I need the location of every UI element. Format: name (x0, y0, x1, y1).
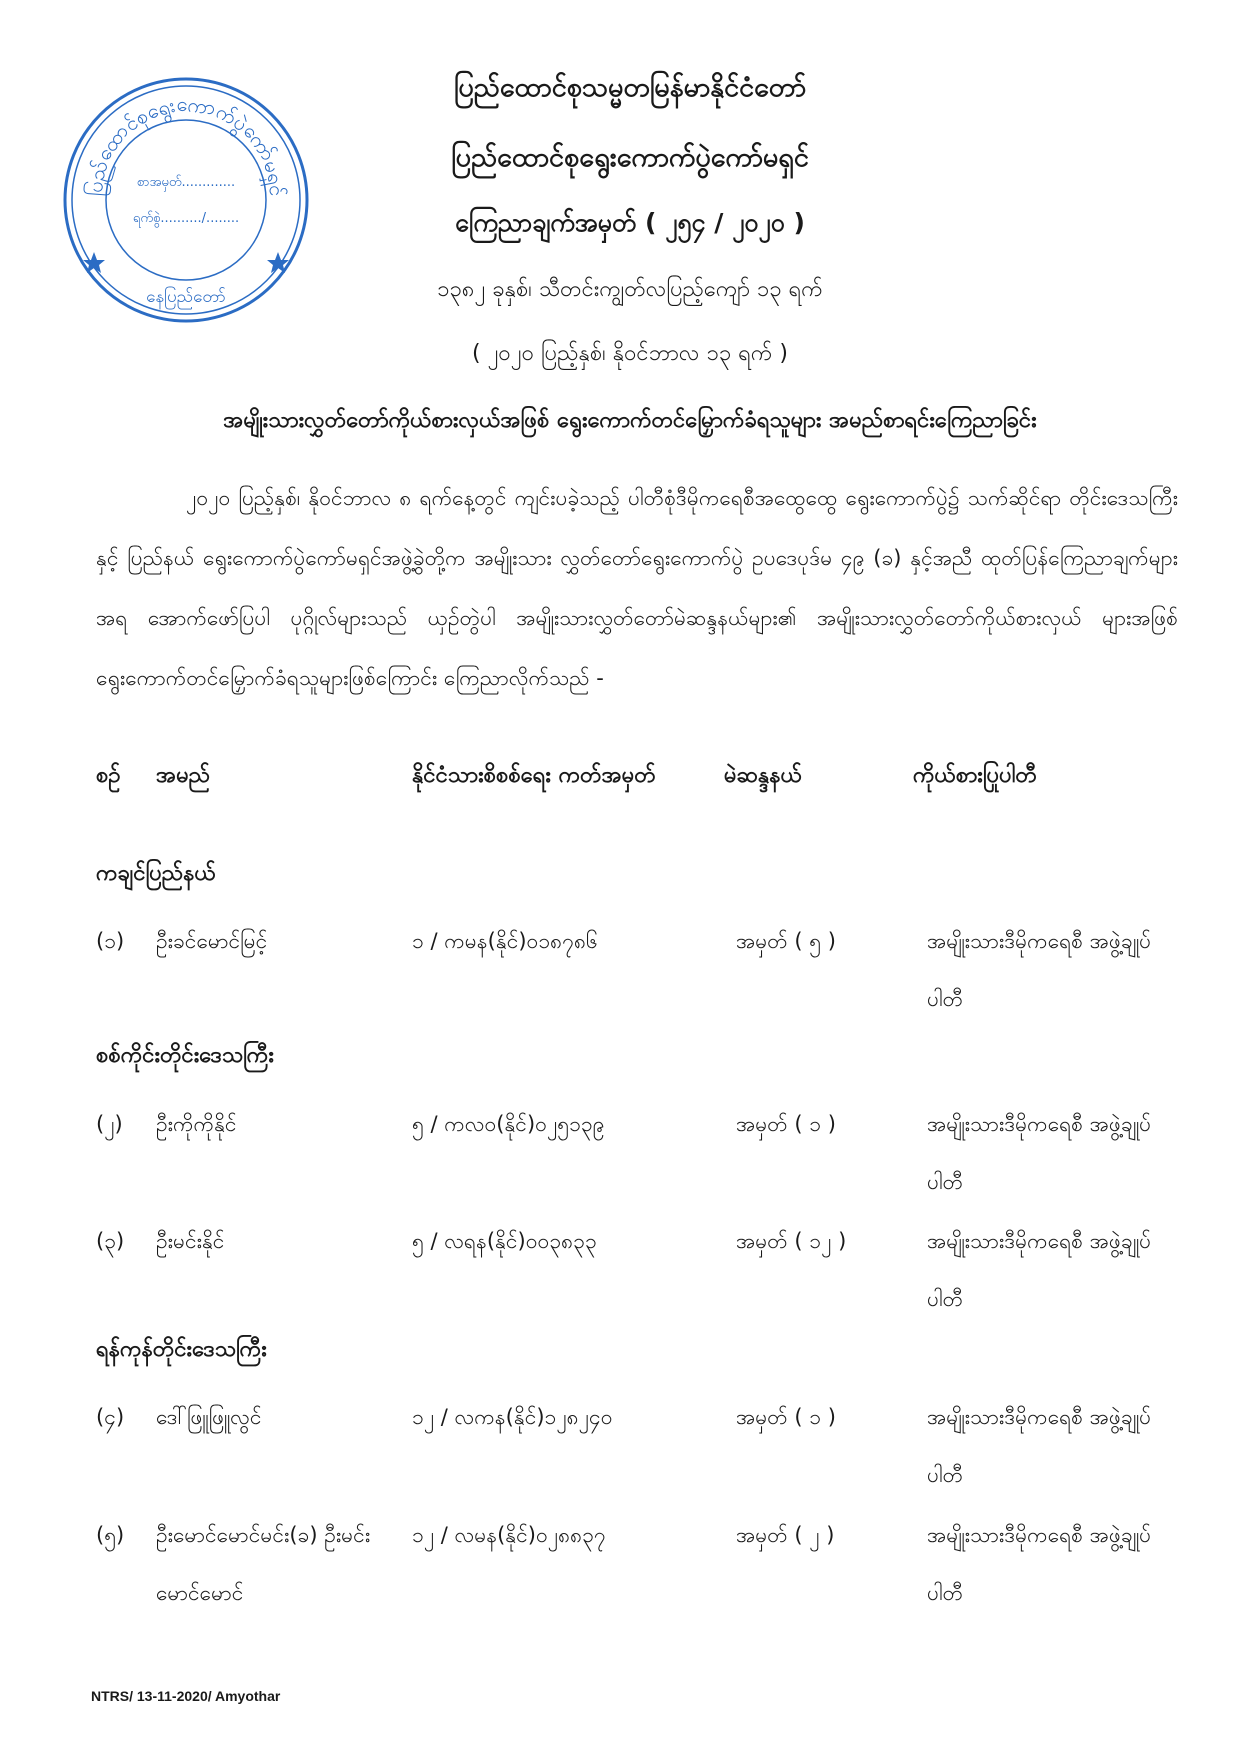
region-heading: ရန်ကုန်တိုင်းဒေသကြီး (96, 1337, 267, 1362)
header-myanmar-date: ၁၃၈၂ ခုနှစ်၊ သီတင်းကျွတ်လပြည့်ကျော် ၁၃ ရက် (437, 277, 823, 302)
row-constituency: အမှတ် ( ၅ ) (736, 929, 836, 953)
election-commission-seal (60, 74, 312, 326)
region-heading: ကချင်ပြည်နယ် (96, 861, 216, 886)
row-nrc: ၁ / ကမန(နိုင်)၀၁၈၇၈၆ (412, 929, 598, 953)
column-header-constituency: မဲဆန္ဒနယ် (724, 763, 802, 788)
row-nrc: ၅ / ကလဝ(နိုင်)၀၂၅၁၃၉ (412, 1112, 605, 1136)
row-party: အမျိုးသားဒီမိုကရေစီ အဖွဲ့ချုပ်ပါတီ (927, 1229, 1152, 1311)
header-gregorian-date: ( ၂၀၂၀ ပြည့်နှစ်၊ နိုဝင်ဘာလ ၁၃ ရက် ) (472, 341, 788, 366)
footer-reference: NTRS/ 13-11-2020/ Amyothar (91, 1688, 281, 1704)
row-party: အမျိုးသားဒီမိုကရေစီ အဖွဲ့ချုပ်ပါတီ (927, 1405, 1152, 1487)
column-header-name: အမည် (156, 763, 211, 788)
region-heading: စစ်ကိုင်းတိုင်းဒေသကြီး (96, 1043, 274, 1068)
row-name: ဦးခင်မောင်မြင့် (156, 929, 268, 953)
row-serial: (၁) (96, 929, 125, 953)
column-header-party: ကိုယ်စားပြုပါတီ (913, 763, 1037, 788)
row-party: အမျိုးသားဒီမိုကရေစီ အဖွဲ့ချုပ်ပါတီ (927, 1523, 1152, 1605)
column-header-serial: စဉ် (96, 763, 121, 788)
row-nrc: ၁၂ / လမန(နိုင်)၀၂၈၈၃၇ (412, 1523, 606, 1547)
row-name: ဒေါ်ဖြူဖြူလွင် (156, 1405, 262, 1429)
seal-outer-text: ပြည်ထောင်စုရွေးကောက်ပွဲကော်မရှင် (82, 91, 290, 197)
row-name: ဦးမောင်မောင်မင်း(ခ) ဦးမင်းမောင်မောင် (156, 1523, 371, 1605)
header-country: ပြည်ထောင်စုသမ္မတမြန်မာနိုင်ငံတော် (453, 72, 807, 103)
row-serial: (၅) (96, 1523, 125, 1547)
column-header-nrc: နိုင်ငံသားစိစစ်ရေး ကတ်အမှတ် (412, 763, 656, 788)
row-constituency: အမှတ် ( ၁ ) (736, 1405, 836, 1429)
row-constituency: အမှတ် ( ၁ ) (736, 1112, 836, 1136)
header-announcement-number: ကြေညာချက်အမှတ် ( ၂၅၄ / ၂၀၂၀ ) (455, 208, 805, 237)
seal-date-line: ရက်စွဲ........../........ (132, 211, 240, 226)
row-name: ဦးကိုကိုနိုင် (156, 1112, 237, 1136)
header-commission: ပြည်ထောင်စုရွေးကောက်ပွဲကော်မရှင် (451, 142, 809, 173)
seal-number-line: စာအမှတ်............. (136, 175, 236, 190)
row-serial: (၄) (96, 1405, 125, 1429)
row-party: အမျိုးသားဒီမိုကရေစီ အဖွဲ့ချုပ်ပါတီ (927, 929, 1152, 1011)
row-serial: (၂) (96, 1112, 123, 1136)
body-paragraph: ၂၀၂၀ ပြည့်နှစ်၊ နိုဝင်ဘာလ ၈ ရက်နေ့တွင် ကျင်းပခဲ့သည့် ပါတီစုံဒီမိုကရေစီအထွေထွေ ရွေးကောက်ပွဲ၌ သက်ဆိုင်ရာ တိုင်းဒေသကြီးနှင့် ပြည်နယ် ရွေးကောက်ပွဲကော်မရှင်အဖွဲ့ခွဲတို့က အမျိုးသား လွှတ်တော်ရွေးကောက်ပွဲ ဥပဒေပုဒ်မ ၄၉ (ခ) နှင့်အညီ ထုတ်ပြန်ကြေညာချက်များအရ အောက်ဖော်ပြပါ ပုဂ္ဂိုလ်များသည် ယှဉ်တွဲပါ အမျိုးသားလွှတ်တော်မဲဆန္ဒနယ်များ၏ အမျိုးသားလွှတ်တော်ကိုယ်စားလှယ် များအဖြစ် ရွေးကောက်တင်မြှောက်ခံရသူများဖြစ်ကြောင်း ကြေညာလိုက်သည် - (96, 486, 1178, 690)
row-constituency: အမှတ် ( ၁၂ ) (736, 1229, 847, 1253)
row-serial: (၃) (96, 1229, 125, 1253)
seal-bottom-text: နေပြည်တော် (146, 287, 226, 307)
row-name: ဦးမင်းနိုင် (156, 1229, 225, 1253)
row-nrc: ၁၂ / လကန(နိုင်)၁၂၈၂၄၀ (412, 1405, 613, 1429)
row-nrc: ၅ / လရန(နိုင်)၀၀၃၈၃၃ (412, 1229, 597, 1253)
row-party: အမျိုးသားဒီမိုကရေစီ အဖွဲ့ချုပ်ပါတီ (927, 1112, 1152, 1194)
subject-title: အမျိုးသားလွှတ်တော်ကိုယ်စားလှယ်အဖြစ် ရွေးကောက်တင်မြှောက်ခံရသူများ အမည်စာရင်းကြေညာခြင်း (223, 408, 1037, 433)
row-constituency: အမှတ် ( ၂ ) (736, 1523, 835, 1547)
